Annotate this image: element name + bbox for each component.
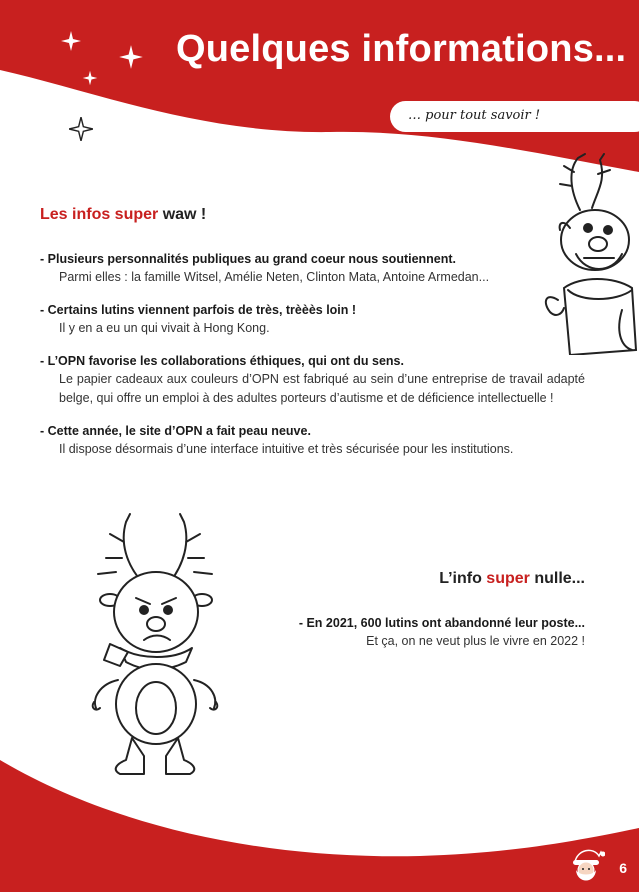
page-title: Quelques informations... bbox=[176, 28, 627, 70]
list-item bbox=[40, 352, 585, 408]
heading-prefix: L’info bbox=[439, 570, 487, 587]
header-red-band bbox=[0, 0, 639, 172]
item-headline: - Cette année, le site d’OPN a fait peau neuve. bbox=[40, 424, 311, 438]
item-headline: - Certains lutins viennent parfois de très, trèèès loin ! bbox=[40, 303, 357, 317]
section-heading-waw bbox=[40, 206, 206, 224]
sparkle-icon bbox=[82, 70, 98, 86]
heading-accent: super bbox=[486, 570, 530, 587]
item-body: Et ça, on ne veut plus le vivre en 2022 ! bbox=[366, 634, 585, 648]
grumpy-reindeer-illustration bbox=[70, 512, 240, 782]
item-body: Parmi elles : la famille Witsel, Amélie Neten, Clinton Mata, Antoine Armedan... bbox=[59, 270, 490, 284]
item-body: Il dispose désormais d’une interface intuitive et très sécurisée pour les institutions. bbox=[59, 442, 514, 456]
subtitle-pill bbox=[390, 101, 639, 132]
page-number: 6 bbox=[619, 860, 627, 876]
item-body: Le papier cadeaux aux couleurs d’OPN est fabriqué au sein d’une entreprise de travail adapté belge, qui offre un emploi à des adultes porteurs d’autisme et de déficience intellectuelle ! bbox=[59, 372, 585, 405]
sparkle-icon bbox=[68, 116, 94, 142]
heading-rest: nulle... bbox=[529, 570, 585, 587]
info-list bbox=[40, 250, 585, 473]
item-headline: - Plusieurs personnalités publiques au grand coeur nous soutiennent. bbox=[40, 252, 457, 266]
sparkle-icon bbox=[118, 44, 144, 70]
list-item bbox=[40, 301, 585, 338]
heading-rest: waw ! bbox=[158, 206, 207, 223]
nulle-item bbox=[265, 614, 585, 651]
sparkle-icon bbox=[60, 30, 82, 52]
list-item bbox=[40, 422, 585, 459]
page-subtitle: … pour tout savoir ! bbox=[408, 108, 541, 123]
section-heading-nulle bbox=[439, 570, 585, 588]
list-item bbox=[40, 250, 585, 287]
item-headline: - L’OPN favorise les collaborations éthiques, qui ont du sens. bbox=[40, 354, 404, 368]
item-headline: - En 2021, 600 lutins ont abandonné leur poste... bbox=[298, 616, 585, 630]
heading-accent: Les infos super bbox=[40, 206, 159, 223]
item-body: Il y en a eu un qui vivait à Hong Kong. bbox=[59, 321, 270, 335]
santa-icon bbox=[569, 846, 605, 886]
